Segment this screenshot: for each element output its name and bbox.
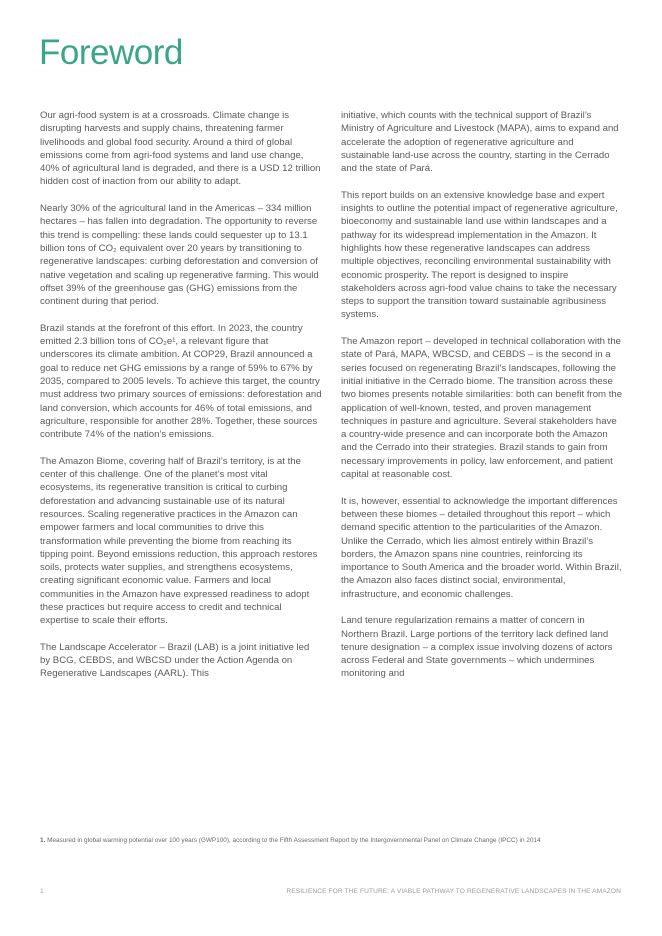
page-title: Foreword	[39, 33, 183, 72]
page-number: 1	[40, 888, 44, 895]
paragraph: initiative, which counts with the technical support of Brazil’s Ministry of Agriculture and Livestock (MAPA), aims to expand and accelerate the adoption of regenerative agriculture and sustainable land-use across the country, starting in the Cerrado and the state of Pará.	[341, 110, 619, 175]
left-column	[40, 109, 322, 694]
paragraph: The Landscape Accelerator – Brazil (LAB) is a joint initiative led by BCG, CEBDS, and WBCSD under the Action Agenda on Regenerative Landscapes (AARL). This	[40, 641, 310, 680]
footnote-text: Measured in global warming potential over 100 years (GWP100), according to the Fifth Assessment Report by the Intergovernmental Panel on Climate Change (IPCC) in 2014	[45, 837, 541, 844]
paragraph: The Amazon Biome, covering half of Brazil’s territory, is at the center of this challenge. One of the planet’s most vital ecosystems, its regenerative transition is critical to curbing deforestation and advancing sustainable use of its natural resources. Scaling regenerative practices in the Amazon can empower farmers and local communities to drive this transformation while preventing the biome from reaching its tipping point. Beyond emissions reduction, this approach restores soils, protects water supplies, and strengthens ecosystems, creating significant economic value. Farmers and local communities in the Amazon have expressed readiness to adopt these practices but require access to credit and technical expertise to scale their efforts.	[40, 455, 318, 627]
paragraph: Our agri-food system is at a crossroads. Climate change is disrupting harvests and supply chains, threatening farmer livelihoods and global food security. Around a third of global emissions come from agri-food systems and land use change, 40% of agricultural land is degraded, and there is a USD 12 trillion hidden cost of inaction from our ability to adapt.	[40, 110, 321, 188]
paragraph: Land tenure regularization remains a matter of concern in Northern Brazil. Large portions of the territory lack defined land tenure designation – a complex issue involving dozens of actors across Federal and State governments – which undermines monitoring and	[341, 615, 613, 680]
paragraph: This report builds on an extensive knowledge base and expert insights to outline the potential impact of regenerative agriculture, bioeconomy and sustainable land use within landscapes and a pathway for its widespread implementation in the Amazon. It highlights how these regenerative landscapes can address multiple objectives, reconciling environmental sustainability with economic prosperity. The report is designed to inspire stakeholders across agri-food value chains to take the necessary steps to support the transition toward sustainable agribusiness systems.	[341, 189, 618, 321]
paragraph: The Amazon report – developed in technical collaboration with the state of Pará, MAPA, WBCSD, and CEBDS – is the second in a series focused on regenerating Brazil’s landscapes, following the initial initiative in the Cerrado biome. The transition across these two biomes presents notable similarities: both can benefit from the application of well-known, tested, and proven management techniques in pasture and agriculture. Several stakeholders have a country-wide presence and can incorporate both the Amazon and the Cerrado into their strategies. Brazil stands to gain from necessary improvements in policy, law enforcement, and patient capital at reasonable cost.	[341, 336, 623, 481]
footnote	[40, 836, 625, 846]
paragraph: It is, however, essential to acknowledge the important differences between these biomes – detailed throughout this report – which demand specific attention to the particularities of the Amazon. Unlike the Cerrado, which lies almost entirely within Brazil’s borders, the Amazon spans nine countries, reinforcing its importance to South America and the broader world. Within Brazil, the Amazon also faces distinct social, environmental, infrastructure, and economic challenges.	[341, 495, 622, 600]
paragraph: Nearly 30% of the agricultural land in the Americas – 334 million hectares – has fallen into degradation. The opportunity to reverse this trend is compelling: these lands could sequester up to 13.1 billion tons of CO₂ equivalent over 20 years by transitioning to regenerative landscapes: curbing deforestation and conversion of native vegetation and scaling up regenerative farming. This would offset 39% of the greenhouse gas (GHG) emissions from the continent during that period.	[40, 203, 319, 308]
right-column	[341, 109, 623, 694]
paragraph: Brazil stands at the forefront of this effort. In 2023, the country emitted 2.3 billion tons of CO₂e¹, a relevant figure that underscores its climate ambition. At COP29, Brazil announced a goal to reduce net GHG emissions by a range of 59% to 67% by 2035, compared to 2005 levels. To achieve this target, the country must address two primary sources of emissions: deforestation and land conversion, which accounts for 46% of total emissions, and agriculture, responsible for another 28%. Together, these sources contribute 74% of the nation’s emissions.	[40, 322, 322, 441]
footnote-number: 1.	[40, 837, 46, 844]
running-footer-title: RESILIENCE FOR THE FUTURE: A VIABLE PATHWAY TO REGENERATIVE LANDSCAPES IN THE AMAZON	[286, 888, 621, 895]
